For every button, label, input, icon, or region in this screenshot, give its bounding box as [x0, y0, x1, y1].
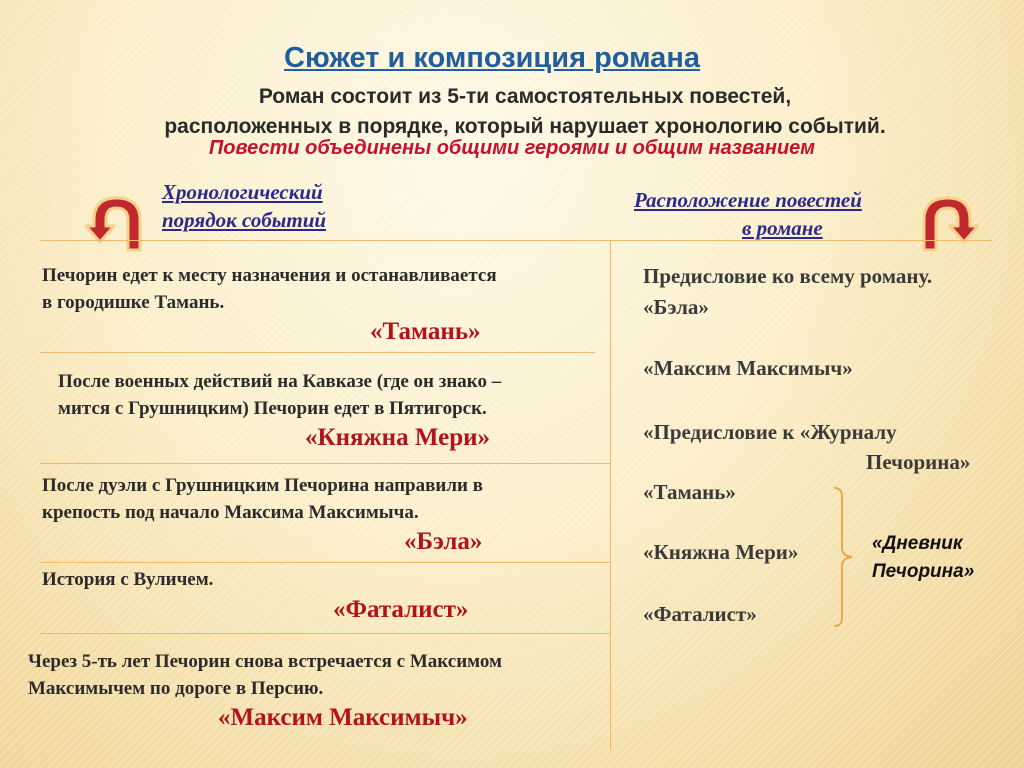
- u-turn-arrow-right-icon: [916, 196, 980, 254]
- right-heading-line-1: Расположение повестей: [634, 188, 862, 212]
- novel-part-taman: «Тамань»: [643, 480, 736, 504]
- novel-part-fatalist: «Фаталист»: [643, 602, 757, 626]
- left-heading-line-2: порядок событий: [162, 208, 327, 232]
- story-title: «Бэла»: [404, 528, 483, 555]
- row-divider: [40, 463, 610, 464]
- row-divider: [40, 562, 610, 563]
- novel-part-preface: Предисловие ко всему роману.: [643, 264, 933, 288]
- story-title: «Максим Максимыч»: [218, 704, 468, 731]
- subtitle-line-2: расположенных в порядке, который нарушает хронологию событий.: [164, 115, 886, 138]
- event-text-line: Через 5-ть лет Печорин снова встречается с Максимом: [28, 651, 502, 672]
- event-text-line: После дуэли с Грушницким Печорина направили в: [42, 475, 483, 496]
- event-text-line: История с Вуличем.: [42, 569, 214, 590]
- event-text-line: крепость под начало Максима Максимыча.: [42, 502, 419, 523]
- row-divider: [40, 352, 595, 353]
- row-divider: [40, 633, 610, 634]
- novel-part-maksim-maksimych: «Максим Максимыч»: [643, 356, 853, 380]
- left-column-heading: [162, 178, 326, 234]
- diary-label-line-1: «Дневник: [872, 533, 963, 554]
- event-text-line: мится с Грушницким) Печорин едет в Пятигорск.: [58, 398, 487, 419]
- novel-part-journal-preface-cont: Печорина»: [866, 450, 971, 474]
- right-column-heading: [634, 186, 924, 242]
- list-item: [42, 262, 602, 316]
- right-heading-line-2: в романе: [742, 216, 823, 240]
- diary-bracket: [832, 486, 856, 628]
- diary-label: [872, 530, 974, 586]
- novel-part-knyazhna-meri: «Княжна Мери»: [643, 540, 799, 564]
- event-text-line: в городишке Тамань.: [42, 292, 225, 313]
- event-text-line: Максимычем по дороге в Персию.: [28, 678, 324, 699]
- story-title: «Тамань»: [370, 318, 481, 345]
- table-top-rule: [40, 240, 992, 241]
- story-title: «Фаталист»: [333, 596, 469, 623]
- column-divider: [610, 240, 611, 750]
- left-heading-line-1: Хронологический: [162, 180, 323, 204]
- unity-note: Повести объединены общими героями и общим названием: [208, 137, 816, 159]
- u-turn-arrow-left-icon: [84, 196, 148, 254]
- novel-part-bela: «Бэла»: [643, 295, 709, 319]
- list-item: [28, 648, 608, 702]
- page-subtitle: [60, 82, 990, 142]
- diary-label-line-2: Печорина»: [872, 561, 975, 582]
- page-title: Сюжет и композиция романа: [284, 42, 700, 74]
- story-title: «Княжна Мери»: [305, 424, 491, 451]
- list-item: [42, 472, 602, 526]
- list-item: [42, 566, 602, 593]
- event-text-line: Печорин едет к месту назначения и останавливается: [42, 265, 497, 286]
- list-item: [58, 368, 608, 422]
- subtitle-line-1: Роман состоит из 5-ти самостоятельных повестей,: [258, 85, 792, 108]
- event-text-line: После военных действий на Кавказе (где он знако –: [58, 371, 502, 392]
- novel-part-journal-preface: «Предисловие к «Журналу: [643, 420, 897, 444]
